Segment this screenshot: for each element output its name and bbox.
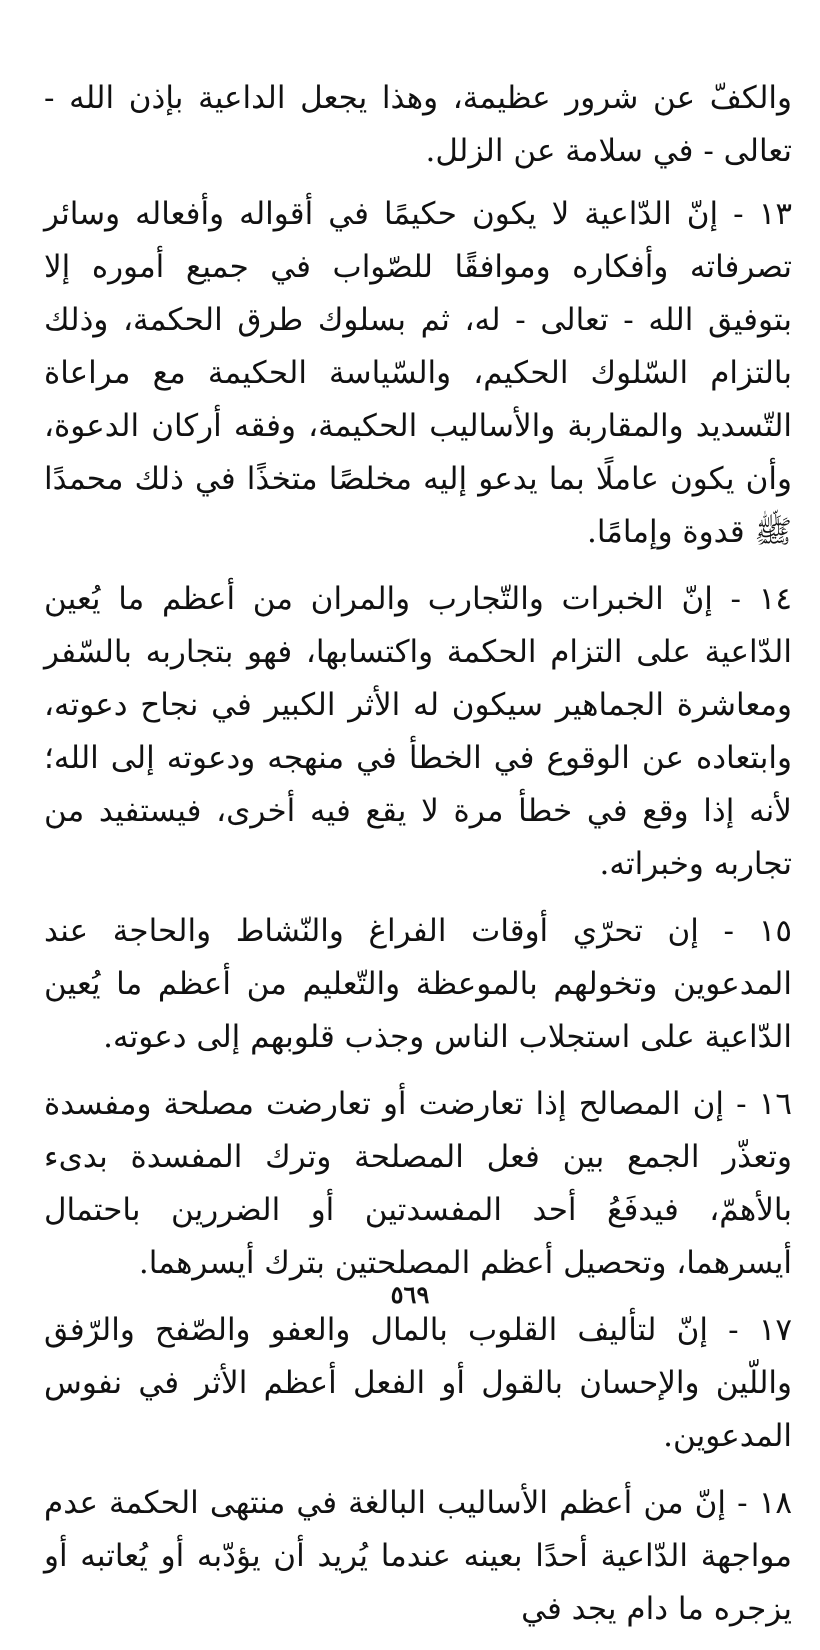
paragraph-item-13: ١٣ - إنّ الدّاعية لا يكون حكيمًا في أقواله وأفعاله وسائر تصرفاته وأفكاره وموافقًا للصّواب في جميع أموره إلا بتوفيق الله - تعالى - له، ثم بسلوك طرق الحكمة، وذلك بالتزام السّلوك الحكيم، والسّياسة الحكيمة مع مراعاة التّسديد والمقاربة والأساليب الحكيمة، وفقه أركان الدعوة، وأن يكون عاملًا بما يدعو إليه مخلصًا متخذًا في ذلك محمدًا ﷺ قدوة وإمامًا. [44,196,792,550]
paragraph-item-17: ١٧ - إنّ لتأليف القلوب بالمال والعفو والصّفح والرّفق واللّين والإحسان بالقول أو الفعل أعظم الأثر في نفوس المدعوين. [44,1312,792,1454]
paragraph-continuation: والكفّ عن شرور عظيمة، وهذا يجعل الداعية بإذن الله - تعالى - في سلامة عن الزلل. [44,80,792,169]
paragraph-item-18: ١٨ - إنّ من أعظم الأساليب البالغة في منتهى الحكمة عدم مواجهة الدّاعية أحدًا بعينه عندما يُريد أن يؤدّبه أو يُعاتبه أو يزجره ما دام يجد في [44,1485,792,1627]
paragraph-item-16: ١٦ - إن المصالح إذا تعارضت أو تعارضت مصلحة ومفسدة وتعذّر الجمع بين فعل المصلحة وترك المفسدة بدىء بالأهمّ، فيدفَعُ أحد المفسدتين أو الضررين باحتمال أيسرهما، وتحصيل أعظم المصلحتين بترك أيسرهما. [44,1086,792,1281]
page-body [44,72,792,1650]
paragraph-item-14: ١٤ - إنّ الخبرات والتّجارب والمران من أعظم ما يُعين الدّاعية على التزام الحكمة واكتسابها، فهو بتجاربه بالسّفر ومعاشرة الجماهير سيكون له الأثر الكبير في نجاح دعوته، وابتعاده عن الوقوع في الخطأ في منهجه ودعوته إلى الله؛ لأنه إذا وقع في خطأ مرة لا يقع فيه أخرى، فيستفيد من تجاربه وخبراته. [44,581,792,882]
page-number: ٥٦٩ [390,1280,430,1309]
paragraph-item-15: ١٥ - إن تحرّي أوقات الفراغ والنّشاط والحاجة عند المدعوين وتخولهم بالموعظة والتّعليم من أعظم ما يُعين الدّاعية على استجلاب الناس وجذب قلوبهم إلى دعوته. [44,913,792,1055]
